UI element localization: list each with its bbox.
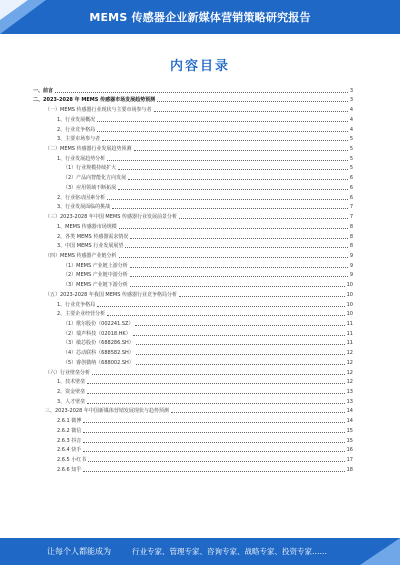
toc-entry-label: （二）MEMS 传感器行业发展趋势预测 [45, 146, 132, 153]
toc-entry-page: 17 [346, 457, 353, 464]
toc-entry-label: 1、技术壁垒 [57, 379, 86, 386]
toc-entry[interactable] [33, 210, 353, 220]
toc-entry[interactable] [33, 327, 353, 337]
toc-entry-page: 14 [346, 418, 353, 425]
toc-entry-page: 12 [346, 369, 353, 376]
toc-entry[interactable] [33, 376, 353, 386]
toc-entry[interactable] [33, 317, 353, 327]
toc-entry-page: 9 [349, 262, 353, 269]
toc-entry-label: 三、2023-2028 年中国新媒体营销发展现状与趋势预测 [45, 408, 169, 415]
toc-entry[interactable] [33, 463, 353, 473]
toc-leader-dots [97, 131, 348, 132]
toc-entry-page: 9 [349, 272, 353, 279]
toc-entry[interactable] [33, 133, 353, 143]
toc-entry[interactable] [33, 269, 353, 279]
toc-leader-dots [88, 461, 344, 462]
toc-entry-label: （三）2023-2028 年中国 MEMS 传感器行业发展前景分析 [45, 214, 177, 221]
toc-entry[interactable] [33, 220, 353, 230]
toc-entry-page: 8 [349, 233, 353, 240]
toc-leader-dots [135, 325, 344, 326]
toc-leader-dots [130, 286, 345, 287]
page-header [0, 0, 400, 34]
toc-entry[interactable] [33, 385, 353, 395]
toc-leader-dots [118, 169, 348, 170]
toc-entry-label: 2.6.6 知乎 [57, 466, 82, 473]
toc-entry[interactable] [33, 405, 353, 415]
toc-entry[interactable] [33, 308, 353, 318]
toc-entry-label: 二、2023-2028 年 MEMS 传感器市场发展趋势预测 [33, 97, 156, 104]
toc-leader-dots [83, 451, 344, 452]
toc-entry[interactable] [33, 298, 353, 308]
toc-entry-page: 5 [349, 155, 353, 162]
toc-leader-dots [130, 267, 348, 268]
toc-entry-page: 12 [346, 350, 353, 357]
toc-entry[interactable] [33, 278, 353, 288]
toc-entry-page: 11 [346, 330, 353, 337]
toc-entry-label: （2）MEMS 产业链中游分析 [63, 272, 128, 279]
toc-leader-dots [107, 199, 348, 200]
toc-entry[interactable] [33, 337, 353, 347]
toc-entry-page: 4 [349, 107, 353, 114]
toc-entry-page: 10 [346, 301, 353, 308]
toc-leader-dots [171, 412, 345, 413]
toc-entry[interactable] [33, 259, 353, 269]
toc-entry[interactable] [33, 152, 353, 162]
toc-leader-dots [136, 364, 345, 365]
toc-entry-page: 12 [346, 379, 353, 386]
toc-entry-label: （2）产品向智能化方向发展 [63, 175, 127, 182]
toc-entry-page: 14 [346, 408, 353, 415]
toc-entry-page: 10 [346, 282, 353, 289]
toc-entry-page: 4 [349, 126, 353, 133]
toc-entry-page: 16 [346, 447, 353, 454]
toc-leader-dots [136, 344, 345, 345]
toc-leader-dots [87, 383, 344, 384]
toc-entry-label: 2.6.4 快手 [57, 447, 82, 454]
toc-entry[interactable] [33, 103, 353, 113]
toc-entry-page: 6 [349, 194, 353, 201]
toc-entry-label: 3、人才壁垒 [57, 398, 86, 405]
toc-leader-dots [130, 238, 347, 239]
toc-leader-dots [179, 296, 345, 297]
toc-entry-page: 11 [346, 340, 353, 347]
toc-entry-label: （1）MEMS 产业链上游分析 [63, 262, 128, 269]
toc-leader-dots [87, 403, 344, 404]
toc-entry[interactable] [33, 366, 353, 376]
toc-leader-dots [83, 432, 344, 433]
toc-leader-dots [154, 111, 348, 112]
toc-entry-page: 12 [346, 359, 353, 366]
toc-entry-label: （1）行业规模持续扩大 [63, 165, 117, 172]
toc-entry[interactable] [33, 171, 353, 181]
toc-entry-label: （四）MEMS 传感器产业链分析 [45, 252, 117, 259]
table-of-contents [33, 84, 353, 473]
footer-slogan-right: 行业专家、管理专家、咨询专家、战略专家、投资专家…… [132, 547, 327, 556]
toc-leader-dots [119, 228, 348, 229]
toc-entry[interactable] [33, 181, 353, 191]
toc-entry[interactable] [33, 142, 353, 152]
toc-leader-dots [118, 189, 348, 190]
toc-leader-dots [125, 247, 347, 248]
toc-entry[interactable] [33, 201, 353, 211]
toc-entry-page: 13 [346, 398, 353, 405]
toc-entry-label: （五）2023-2028 年我国 MEMS 传感器行业竞争格局分析 [45, 291, 177, 298]
toc-entry-label: （3）敏芯股份（688286.SH） [63, 340, 134, 347]
toc-entry-label: 1、行业发展概况 [57, 116, 96, 123]
toc-entry-page: 6 [349, 184, 353, 191]
toc-leader-dots [83, 442, 344, 443]
toc-entry-label: （2）瑞声科技（02018.HK） [63, 330, 131, 337]
toc-entry[interactable] [33, 123, 353, 133]
toc-entry-page: 11 [346, 320, 353, 327]
toc-leader-dots [97, 121, 348, 122]
toc-entry-label: （3）MEMS 产业链下游分析 [63, 282, 128, 289]
toc-entry-label: 2、主要企业经营分析 [57, 311, 106, 318]
toc-leader-dots [134, 150, 348, 151]
toc-entry-page: 8 [349, 223, 353, 230]
toc-entry-label: （3）应用领域不断拓展 [63, 184, 117, 191]
toc-entry-label: 3、中国 MEMS 行业发展展望 [57, 243, 124, 250]
toc-entry-label: 2.6.2 微信 [57, 427, 82, 434]
toc-leader-dots [179, 218, 348, 219]
toc-heading: 内容目录 [169, 59, 230, 74]
toc-entry[interactable] [33, 191, 353, 201]
toc-entry-label: （六）行业壁垒分析 [45, 369, 91, 376]
toc-entry[interactable] [33, 434, 353, 444]
toc-entry-label: 3、行业发展面临的挑战 [57, 204, 111, 211]
toc-leader-dots [119, 257, 348, 258]
toc-entry-page: 13 [346, 389, 353, 395]
toc-entry-label: 1、MEMS 传感器市场规模 [57, 223, 117, 230]
toc-entry-label: 2.6.5 小红书 [57, 457, 87, 464]
toc-entry-label: 1、行业竞争格局 [57, 301, 96, 308]
toc-entry-page: 8 [349, 243, 353, 250]
toc-leader-dots [130, 276, 348, 277]
toc-leader-dots [87, 393, 344, 394]
page-footer [0, 538, 400, 565]
toc-entry[interactable] [33, 84, 353, 94]
toc-entry[interactable] [33, 94, 353, 104]
toc-entry-label: 2、各类 MEMS 传感器需求情况 [57, 233, 129, 240]
toc-entry[interactable] [33, 162, 353, 172]
toc-entry-label: 2、行业竞争格局 [57, 126, 96, 133]
toc-entry-page: 9 [349, 252, 353, 259]
footer-corner-accent [360, 538, 400, 565]
toc-leader-dots [107, 160, 348, 161]
toc-leader-dots [157, 101, 348, 102]
toc-entry-label: 1、行业发展趋势分析 [57, 155, 106, 162]
toc-entry-label: 2.6.3 抖音 [57, 437, 82, 444]
toc-leader-dots [97, 306, 344, 307]
toc-entry-page: 7 [349, 204, 353, 211]
toc-leader-dots [128, 179, 348, 180]
toc-entry[interactable] [33, 453, 353, 463]
toc-entry-label: 2、行业驱动因素分析 [57, 194, 106, 201]
toc-entry[interactable] [33, 288, 353, 298]
toc-entry-page: 5 [349, 146, 353, 153]
toc-leader-dots [83, 422, 344, 423]
toc-leader-dots [55, 92, 348, 93]
toc-entry-label: （5）睿创微纳（688002.SH） [63, 359, 134, 366]
toc-entry-label: （1）歌尔股份（002241.SZ） [63, 320, 134, 327]
toc-entry-label: 2、资金壁垒 [57, 389, 86, 395]
footer-slogan-left: 让每个人都能成为 [47, 547, 111, 556]
toc-entry[interactable] [33, 113, 353, 123]
toc-entry-page: 15 [346, 427, 353, 434]
toc-entry[interactable] [33, 346, 353, 356]
toc-leader-dots [92, 374, 345, 375]
toc-entry[interactable] [33, 356, 353, 366]
toc-entry-label: 3、主要市场参与者 [57, 136, 101, 143]
toc-entry[interactable] [33, 230, 353, 240]
toc-leader-dots [112, 208, 348, 209]
toc-entry-label: （4）芯动联科（688582.SH） [63, 350, 134, 357]
toc-entry[interactable] [33, 395, 353, 405]
toc-entry-page: 10 [346, 311, 353, 318]
toc-entry-page: 3 [349, 97, 353, 104]
toc-entry-page: 5 [349, 136, 353, 143]
toc-entry-page: 15 [346, 437, 353, 444]
toc-leader-dots [133, 335, 345, 336]
toc-entry-label: 2.6.1 微博 [57, 418, 82, 425]
toc-entry[interactable] [33, 240, 353, 250]
toc-entry[interactable] [33, 414, 353, 424]
toc-entry-page: 6 [349, 175, 353, 182]
toc-leader-dots [107, 315, 344, 316]
toc-entry-page: 10 [346, 291, 353, 298]
toc-leader-dots [102, 140, 348, 141]
toc-entry-page: 7 [349, 214, 353, 221]
toc-leader-dots [136, 354, 345, 355]
toc-entry[interactable] [33, 444, 353, 454]
toc-entry-page: 18 [346, 466, 353, 473]
toc-leader-dots [83, 471, 344, 472]
toc-entry-label: （一）MEMS 传感器行业现状与主要市场参与者 [45, 107, 152, 114]
report-title: MEMS 传感器企业新媒体营销策略研究报告 [89, 11, 311, 24]
toc-entry-label: 一、前言 [33, 87, 54, 94]
toc-entry-page: 3 [349, 87, 353, 94]
toc-entry-page: 5 [349, 165, 353, 172]
toc-entry-page: 4 [349, 116, 353, 123]
toc-entry[interactable] [33, 249, 353, 259]
toc-entry[interactable] [33, 424, 353, 434]
